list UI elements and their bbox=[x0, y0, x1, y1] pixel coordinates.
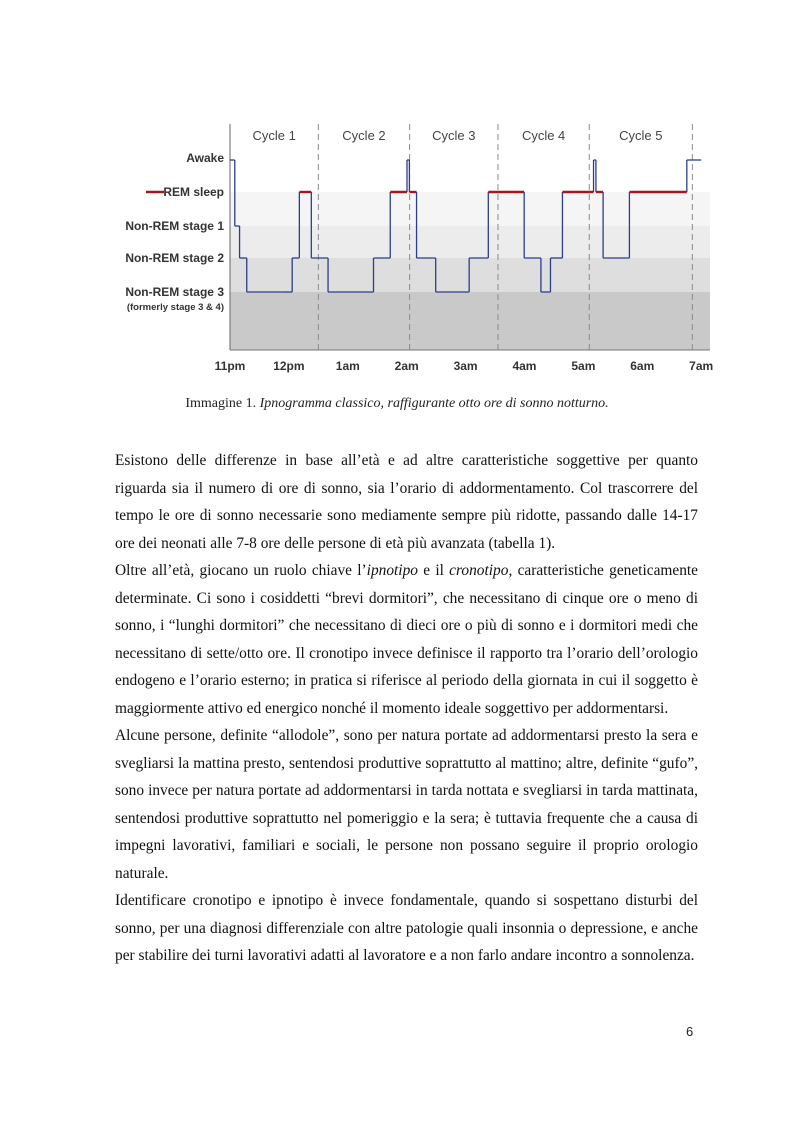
stage-label-5: Non-REM stage 3 bbox=[125, 285, 224, 299]
x-tick-label-3am: 3am bbox=[453, 359, 478, 373]
x-tick-label-6am: 6am bbox=[630, 359, 655, 373]
x-tick-label-7am: 7am bbox=[689, 359, 714, 373]
body-text bbox=[115, 447, 698, 970]
cycle-label-5: Cycle 5 bbox=[619, 128, 663, 143]
cycle-label-3: Cycle 3 bbox=[432, 128, 476, 143]
paragraph-2-segment: , caratteristiche geneticamente determinate. Ci sono i cosiddetti “brevi dormitori”, che necessitano di cinque ore o meno di sonno, i “lunghi dormitori” che necessitano di dieci ore o più di sonno e i dormitori medi che necessitano di sette/otto ore. Il cronotipo invece definisce il rapporto tra l’orario dell’orologio endogeno e l’orario esterno; in pratica si riferisce al periodo della giornata in cui il soggetto è maggiormente attivo ed energico nonché il momento ideale soggettivo per addormentarsi. bbox=[115, 562, 699, 717]
paragraph-3 bbox=[115, 722, 698, 887]
page-number: 6 bbox=[686, 1024, 694, 1039]
stage-label-1: Awake bbox=[186, 151, 224, 165]
paragraph-1-segment: Esistono delle differenze in base all’età e ad altre caratteristiche soggettive per quanto riguarda sia il numero di ore di sonno, sia l’orario di addormentamento. Col trascorrere del tempo le ore di sonno necessarie sono mediamente sempre più ridotte, passando dalle 14-17 ore dei neonati alle 7-8 ore delle persone di età più avanzata (tabella 1). bbox=[115, 452, 698, 552]
paragraph-3-segment: Alcune persone, definite “allodole”, sono per natura portate ad addormentarsi presto la sera e svegliarsi la mattina presto, sentendosi produttive soprattutto al mattino; altre, definite “gufo”, sono invece per natura portate ad addormentarsi in tarda nottata e svegliarsi in tarda mattinata, sentendosi produttive soprattutto nel pomeriggio e la sera; è tuttavia frequente che a causa di impegni lavorativi, familiari e sociali, le persone non possano seguire il proprio orologio naturale. bbox=[115, 727, 698, 882]
paragraph-2-segment: Oltre all’età, giocano un ruolo chiave l’ bbox=[115, 562, 367, 579]
paragraph-2-segment: ipnotipo bbox=[366, 562, 418, 579]
x-tick-label-5am: 5am bbox=[571, 359, 596, 373]
stage-label-4: Non-REM stage 2 bbox=[125, 251, 224, 265]
hypnogram-chart bbox=[110, 110, 720, 385]
paragraph-2-segment: cronotipo bbox=[449, 562, 509, 579]
cycle-label-1: Cycle 1 bbox=[252, 128, 296, 143]
stage3-note: (formerly stage 3 & 4) bbox=[126, 302, 224, 313]
cycle-label-4: Cycle 4 bbox=[521, 128, 566, 143]
paragraph-4-segment: Identificare cronotipo e ipnotipo è invece fondamentale, quando si sospettano disturbi del sonno, per una diagnosi differenziale con altre patologie quali insonnia o depressione, e anche per stabilire dei turni lavorativi adatti al lavoratore e a non farlo andare incontro a sonnolenza. bbox=[115, 892, 698, 964]
x-tick-label-1am: 1am bbox=[335, 359, 360, 373]
caption-label: Immagine 1. bbox=[185, 396, 257, 411]
band-nrem2 bbox=[230, 258, 710, 292]
paragraph-2-segment: e il bbox=[417, 562, 450, 579]
paragraph-1 bbox=[115, 447, 698, 557]
band-nrem1 bbox=[230, 226, 710, 258]
x-tick-label-11pm: 11pm bbox=[214, 359, 246, 373]
stage-label-3: Non-REM stage 1 bbox=[125, 219, 224, 233]
band-rem bbox=[230, 192, 710, 226]
paragraph-2 bbox=[115, 557, 698, 722]
stage-label-2: REM sleep bbox=[163, 185, 224, 199]
band-nrem3 bbox=[230, 292, 710, 350]
figure-caption bbox=[0, 396, 794, 412]
paragraph-4 bbox=[115, 887, 698, 970]
x-tick-label-2am: 2am bbox=[394, 359, 419, 373]
cycle-label-2: Cycle 2 bbox=[342, 128, 386, 143]
x-tick-label-12pm: 12pm bbox=[273, 359, 305, 373]
x-tick-label-4am: 4am bbox=[512, 359, 537, 373]
caption-text: Ipnogramma classico, raffigurante otto ore di sonno notturno. bbox=[259, 396, 609, 411]
